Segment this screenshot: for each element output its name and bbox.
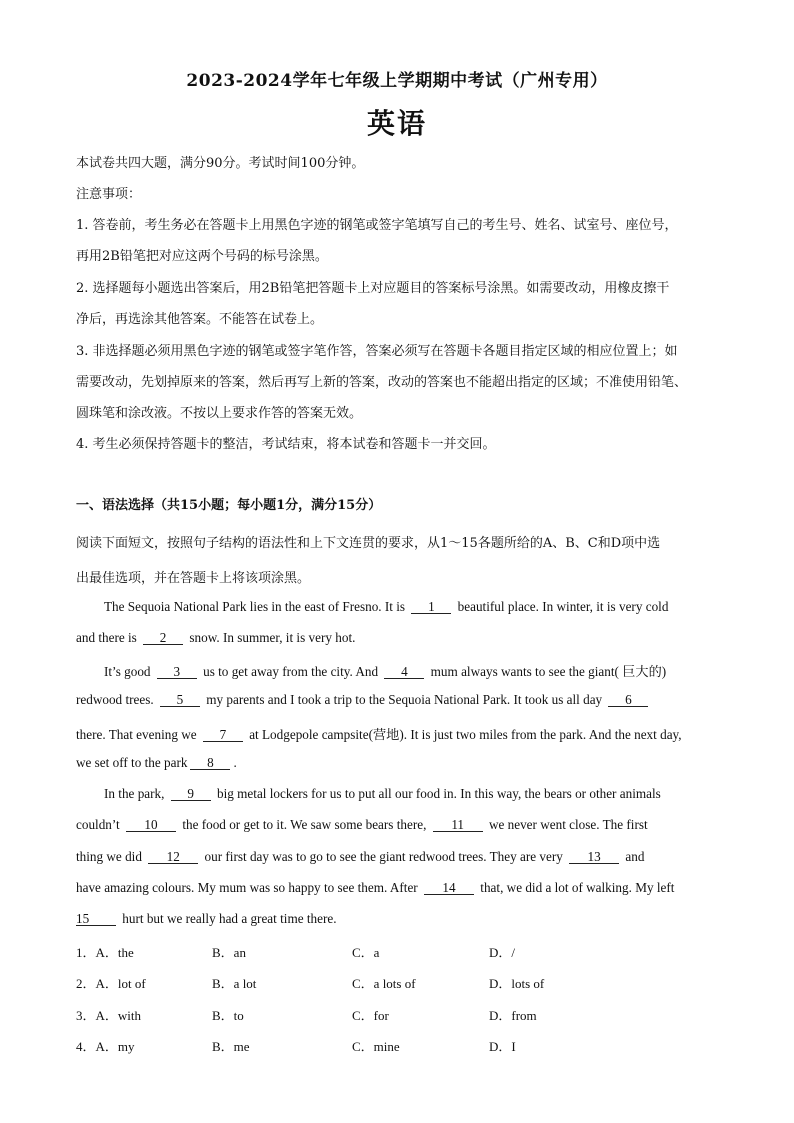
section-1-instr-b: 出最佳选项，并在答题卡上将该项涂黑。 xyxy=(76,571,311,586)
passage-line: we set off to the park 8 . xyxy=(76,755,237,770)
blank-3: 3 xyxy=(157,665,197,679)
option-a[interactable]: 1．A．the xyxy=(76,945,134,960)
blank-9: 9 xyxy=(171,787,211,801)
option-a[interactable]: 4．A．my xyxy=(76,1039,135,1054)
option-a[interactable]: 3．A．with xyxy=(76,1008,142,1023)
option-d[interactable]: D．/ xyxy=(489,945,516,960)
blank-4: 4 xyxy=(384,665,424,679)
notice-1b: 再用2B铅笔把对应这两个号码的标号涂黑。 xyxy=(76,249,328,264)
blank-15: 15 xyxy=(76,912,116,926)
subject-title: 英语 xyxy=(366,107,427,140)
blank-5: 5 xyxy=(160,693,200,707)
notice-label: 注意事项： xyxy=(76,187,142,202)
notice-1a: 1. 答卷前，考生务必在答题卡上用黑色字迹的钢笔或签字笔填写自己的考生号、姓名、试室号、座位号， xyxy=(76,218,678,233)
passage-line: there. That evening we 7 at Lodgepole campsite(营地). It is just two miles from the park. And the next day, xyxy=(76,727,682,742)
section-1-title: 一、语法选择（共15小题；每小题1分，满分15分） xyxy=(76,498,382,513)
blank-13: 13 xyxy=(569,850,619,864)
passage-line: thing we did 12 our first day was to go to see the giant redwood trees. They are very 13 and xyxy=(76,849,645,864)
blank-2: 2 xyxy=(143,631,183,645)
exam-info: 本试卷共四大题，满分90分。考试时间100分钟。 xyxy=(76,156,365,171)
blank-1: 1 xyxy=(411,600,451,614)
option-b[interactable]: B．a lot xyxy=(212,976,257,991)
option-c[interactable]: C．a xyxy=(352,945,380,960)
notice-4: 4. 考生必须保持答题卡的整洁，考试结束，将本试卷和答题卡一并交回。 xyxy=(76,437,496,452)
blank-11: 11 xyxy=(433,818,483,832)
blank-12: 12 xyxy=(148,850,198,864)
option-d[interactable]: D．from xyxy=(489,1008,537,1023)
option-c[interactable]: C．a lots of xyxy=(352,976,416,991)
exam-title: 2023-2024学年七年级上学期期中考试（广州专用） xyxy=(186,71,608,91)
notice-3c: 圆珠笔和涂改液。不按以上要求作答的答案无效。 xyxy=(76,406,363,421)
option-c[interactable]: C．for xyxy=(352,1008,389,1023)
blank-8: 8 xyxy=(190,756,230,770)
passage-line: and there is 2 snow. In summer, it is very hot. xyxy=(76,630,356,645)
option-d[interactable]: D．lots of xyxy=(489,976,545,991)
option-a[interactable]: 2．A．lot of xyxy=(76,976,146,991)
passage-line: It’s good 3 us to get away from the city. And 4 mum always wants to see the giant( 巨大的) xyxy=(104,664,667,679)
option-b[interactable]: B．to xyxy=(212,1008,244,1023)
section-1-instr-a: 阅读下面短文，按照句子结构的语法性和上下文连贯的要求，从1～15各题所给的A、B、C和D项中选 xyxy=(76,536,661,551)
passage-line: In the park, 9 big metal lockers for us to put all our food in. In this way, the bears or other animals xyxy=(104,786,661,801)
passage-line: 15 hurt but we really had a great time there. xyxy=(76,911,337,926)
blank-14: 14 xyxy=(424,881,474,895)
notice-3a: 3. 非选择题必须用黑色字迹的钢笔或签字笔作答，答案必须写在答题卡各题目指定区域的相应位置上；如 xyxy=(76,344,678,359)
option-b[interactable]: B．me xyxy=(212,1039,250,1054)
passage-line: couldn’t 10 the food or get to it. We saw some bears there, 11 we never went close. The first xyxy=(76,817,648,832)
passage-line: The Sequoia National Park lies in the east of Fresno. It is 1 beautiful place. In winter, it is very cold xyxy=(104,599,669,614)
blank-7: 7 xyxy=(203,728,243,742)
notice-2b: 净后，再选涂其他答案。不能答在试卷上。 xyxy=(76,312,324,327)
notice-2a: 2. 选择题每小题选出答案后，用2B铅笔把答题卡上对应题目的答案标号涂黑。如需要改动，用橡皮擦干 xyxy=(76,281,670,296)
option-d[interactable]: D．I xyxy=(489,1039,516,1054)
passage-line: redwood trees. 5 my parents and I took a trip to the Sequoia National Park. It took us all day 6 xyxy=(76,692,726,708)
blank-6: 6 xyxy=(608,693,648,707)
notice-3b: 需要改动，先划掉原来的答案，然后再写上新的答案，改动的答案也不能超出指定的区域；不准使用铅笔、 xyxy=(76,375,688,390)
passage-line: have amazing colours. My mum was so happy to see them. After 14 that, we did a lot of walking. My left xyxy=(76,880,675,895)
option-c[interactable]: C．mine xyxy=(352,1039,400,1054)
blank-10: 10 xyxy=(126,818,176,832)
option-b[interactable]: B．an xyxy=(212,945,246,960)
